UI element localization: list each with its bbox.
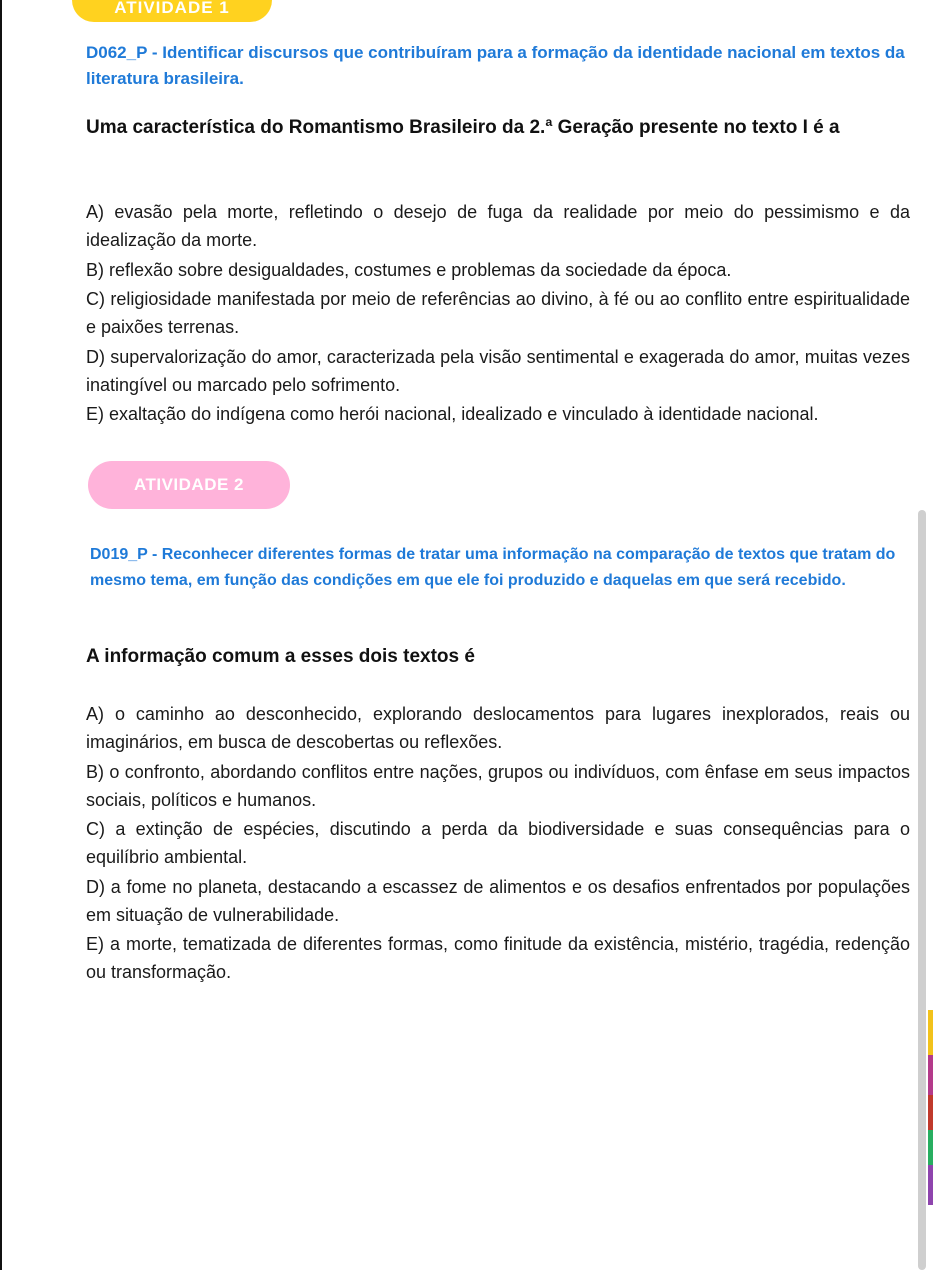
- edge-color-mark-purple: [928, 1165, 933, 1205]
- activity-2-badge-label: ATIVIDADE 2: [133, 475, 245, 494]
- activity-2-option-e: E) a morte, tematizada de diferentes formas, como finitude da existência, mistério, tragédia, redenção ou transformação.: [86, 934, 910, 982]
- edge-color-mark-red: [928, 1095, 933, 1130]
- activity-1-option-d: D) supervalorização do amor, caracterizada pela visão sentimental e exagerada do amor, muitas vezes inatingível ou marcado pelo sofrimento.: [86, 346, 910, 395]
- edge-color-mark-magenta: [928, 1055, 933, 1095]
- activity-1-option-b: B) reflexão sobre desigualdades, costumes e problemas da sociedade da época.: [86, 259, 732, 280]
- activity-2-option-b: B) o confronto, abordando conflitos entre nações, grupos ou indivíduos, com ênfase em seus impactos sociais, políticos e humanos.: [86, 761, 910, 810]
- vertical-scrollbar[interactable]: [918, 510, 926, 1270]
- activity-1-options: [86, 198, 910, 430]
- activity-2-option-d: D) a fome no planeta, destacando a escassez de alimentos e os desafios enfrentados por populações em situação de vulnerabilidade.: [86, 876, 910, 925]
- activity-2-options: [86, 700, 910, 988]
- activity-1-option-e: E) exaltação do indígena como herói nacional, idealizado e vinculado à identidade nacional.: [86, 404, 819, 424]
- activity-1-badge-label: ATIVIDADE 1: [114, 0, 230, 17]
- activity-2-option-c: C) a extinção de espécies, discutindo a perda da biodiversidade e suas consequências para o equilíbrio ambiental.: [86, 819, 910, 867]
- activity-1-badge: [72, 0, 272, 22]
- activity-1-question: Uma característica do Romantismo Brasileiro da 2.ª Geração presente no texto I é a: [86, 117, 840, 138]
- activity-2-option-a: A) o caminho ao desconhecido, explorando deslocamentos para lugares inexplorados, reais ou imaginários, em busca de descobertas ou reflexões.: [86, 704, 910, 752]
- page-left-border: [0, 0, 2, 1270]
- edge-color-mark-yellow: [928, 1010, 933, 1055]
- activity-1-option-c: C) religiosidade manifestada por meio de referências ao divino, à fé ou ao conflito entre espiritualidade e paixões terrenas.: [86, 289, 910, 337]
- edge-color-mark-green: [928, 1130, 933, 1165]
- activity-2-question: A informação comum a esses dois textos é: [86, 646, 475, 667]
- activity-2-skill-descriptor: D019_P - Reconhecer diferentes formas de tratar uma informação na comparação de textos que tratam do mesmo tema, em função das condições em que ele foi produzido e daquelas em que será recebido.: [90, 546, 896, 589]
- activity-2-badge: [88, 461, 290, 509]
- activity-1-option-a: A) evasão pela morte, refletindo o desejo de fuga da realidade por meio do pessimismo e da idealização da morte.: [86, 202, 910, 250]
- activity-1-skill-descriptor: D062_P - Identificar discursos que contribuíram para a formação da identidade nacional em textos da literatura brasileira.: [86, 43, 905, 88]
